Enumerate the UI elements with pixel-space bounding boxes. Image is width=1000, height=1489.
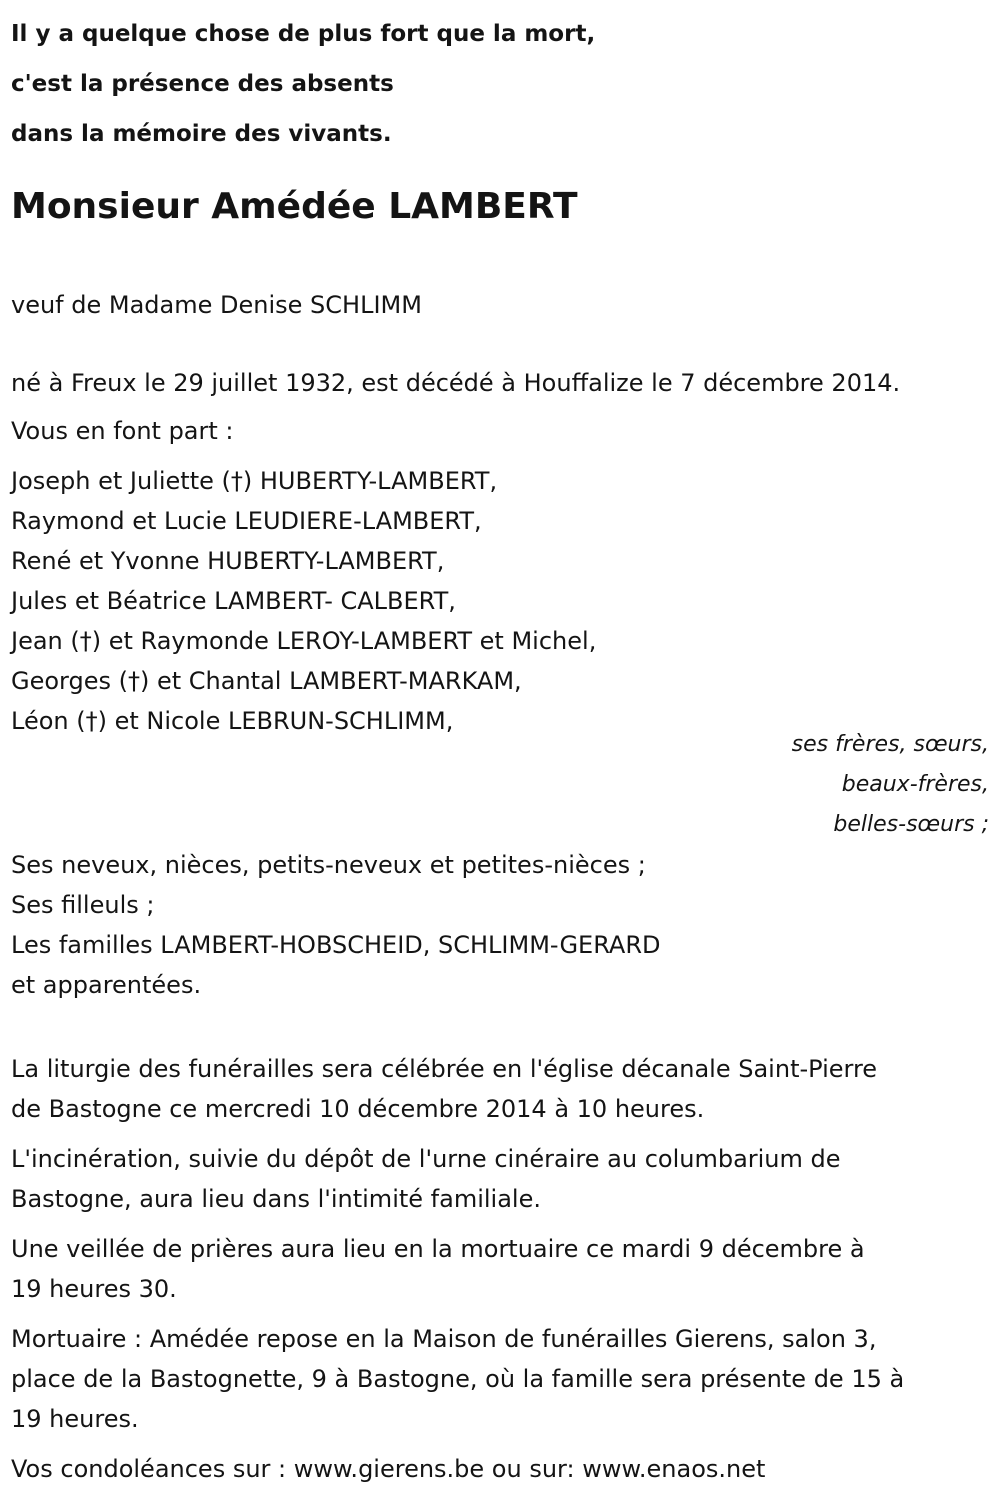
- quote-line-1: Il y a quelque chose de plus fort que la mort,: [11, 21, 596, 47]
- mortuary-line: 19 heures.: [11, 1405, 139, 1433]
- epigraph-quote: [11, 0, 989, 159]
- mortuary-paragraph: [11, 1319, 989, 1439]
- relative-item: Georges (†) et Chantal LAMBERT-MARKAM,: [11, 667, 522, 695]
- relative-item: Jules et Béatrice LAMBERT- CALBERT,: [11, 587, 456, 615]
- condolences-line: [11, 1449, 989, 1489]
- mortuary-line: place de la Bastognette, 9 à Bastogne, où la famille sera présente de 15 à: [11, 1365, 905, 1393]
- mortuary-line: Mortuaire : Amédée repose en la Maison de funérailles Gierens, salon 3,: [11, 1325, 877, 1353]
- relative-item: Raymond et Lucie LEUDIERE-LAMBERT,: [11, 507, 482, 535]
- relation-line: belles-sœurs ;: [833, 812, 989, 837]
- relation-label: [11, 725, 989, 845]
- quote-line-3: dans la mémoire des vivants.: [11, 121, 392, 147]
- vigil-line: 19 heures 30.: [11, 1275, 177, 1303]
- relative-item: Jean (†) et Raymonde LEROY-LAMBERT et Michel,: [11, 627, 597, 655]
- other-relatives-line: Ses neveux, nièces, petits-neveux et petites-nièces ;: [11, 851, 646, 879]
- incineration-line: L'incinération, suivie du dépôt de l'urne cinéraire au columbarium de: [11, 1145, 841, 1173]
- relative-item: René et Yvonne HUBERTY-LAMBERT,: [11, 547, 445, 575]
- incineration-paragraph: [11, 1139, 989, 1219]
- vigil-line: Une veillée de prières aura lieu en la mortuaire ce mardi 9 décembre à: [11, 1235, 865, 1263]
- other-relatives-line: et apparentées.: [11, 971, 202, 999]
- deceased-name: Monsieur Amédée LAMBERT: [11, 186, 578, 227]
- other-relatives-line: Les familles LAMBERT-HOBSCHEID, SCHLIMM-GERARD: [11, 931, 661, 959]
- relative-item: Léon (†) et Nicole LEBRUN-SCHLIMM,: [11, 707, 454, 735]
- incineration-line: Bastogne, aura lieu dans l'intimité familiale.: [11, 1185, 541, 1213]
- other-relatives: [11, 845, 989, 1005]
- announce-line: Vous en font part :: [11, 417, 234, 445]
- vigil-paragraph: [11, 1229, 989, 1309]
- birth-death-line: né à Freux le 29 juillet 1932, est décédé à Houffalize le 7 décembre 2014.: [11, 369, 901, 397]
- relation-line: ses frères, sœurs,: [791, 732, 989, 757]
- relatives-list: [11, 461, 989, 741]
- liturgy-line: de Bastogne ce mercredi 10 décembre 2014 à 10 heures.: [11, 1095, 705, 1123]
- liturgy-line: La liturgie des funérailles sera célébrée en l'église décanale Saint-Pierre: [11, 1055, 878, 1083]
- quote-line-2: c'est la présence des absents: [11, 71, 394, 97]
- relation-line: beaux-frères,: [841, 772, 989, 797]
- obituary-page: [11, 0, 989, 1489]
- liturgy-paragraph: [11, 1049, 989, 1129]
- widow-line: veuf de Madame Denise SCHLIMM: [11, 291, 422, 319]
- relative-item: Joseph et Juliette (†) HUBERTY-LAMBERT,: [11, 467, 498, 495]
- condolences-text: Vos condoléances sur : www.gierens.be ou sur: www.enaos.net: [11, 1455, 766, 1483]
- other-relatives-line: Ses filleuls ;: [11, 891, 155, 919]
